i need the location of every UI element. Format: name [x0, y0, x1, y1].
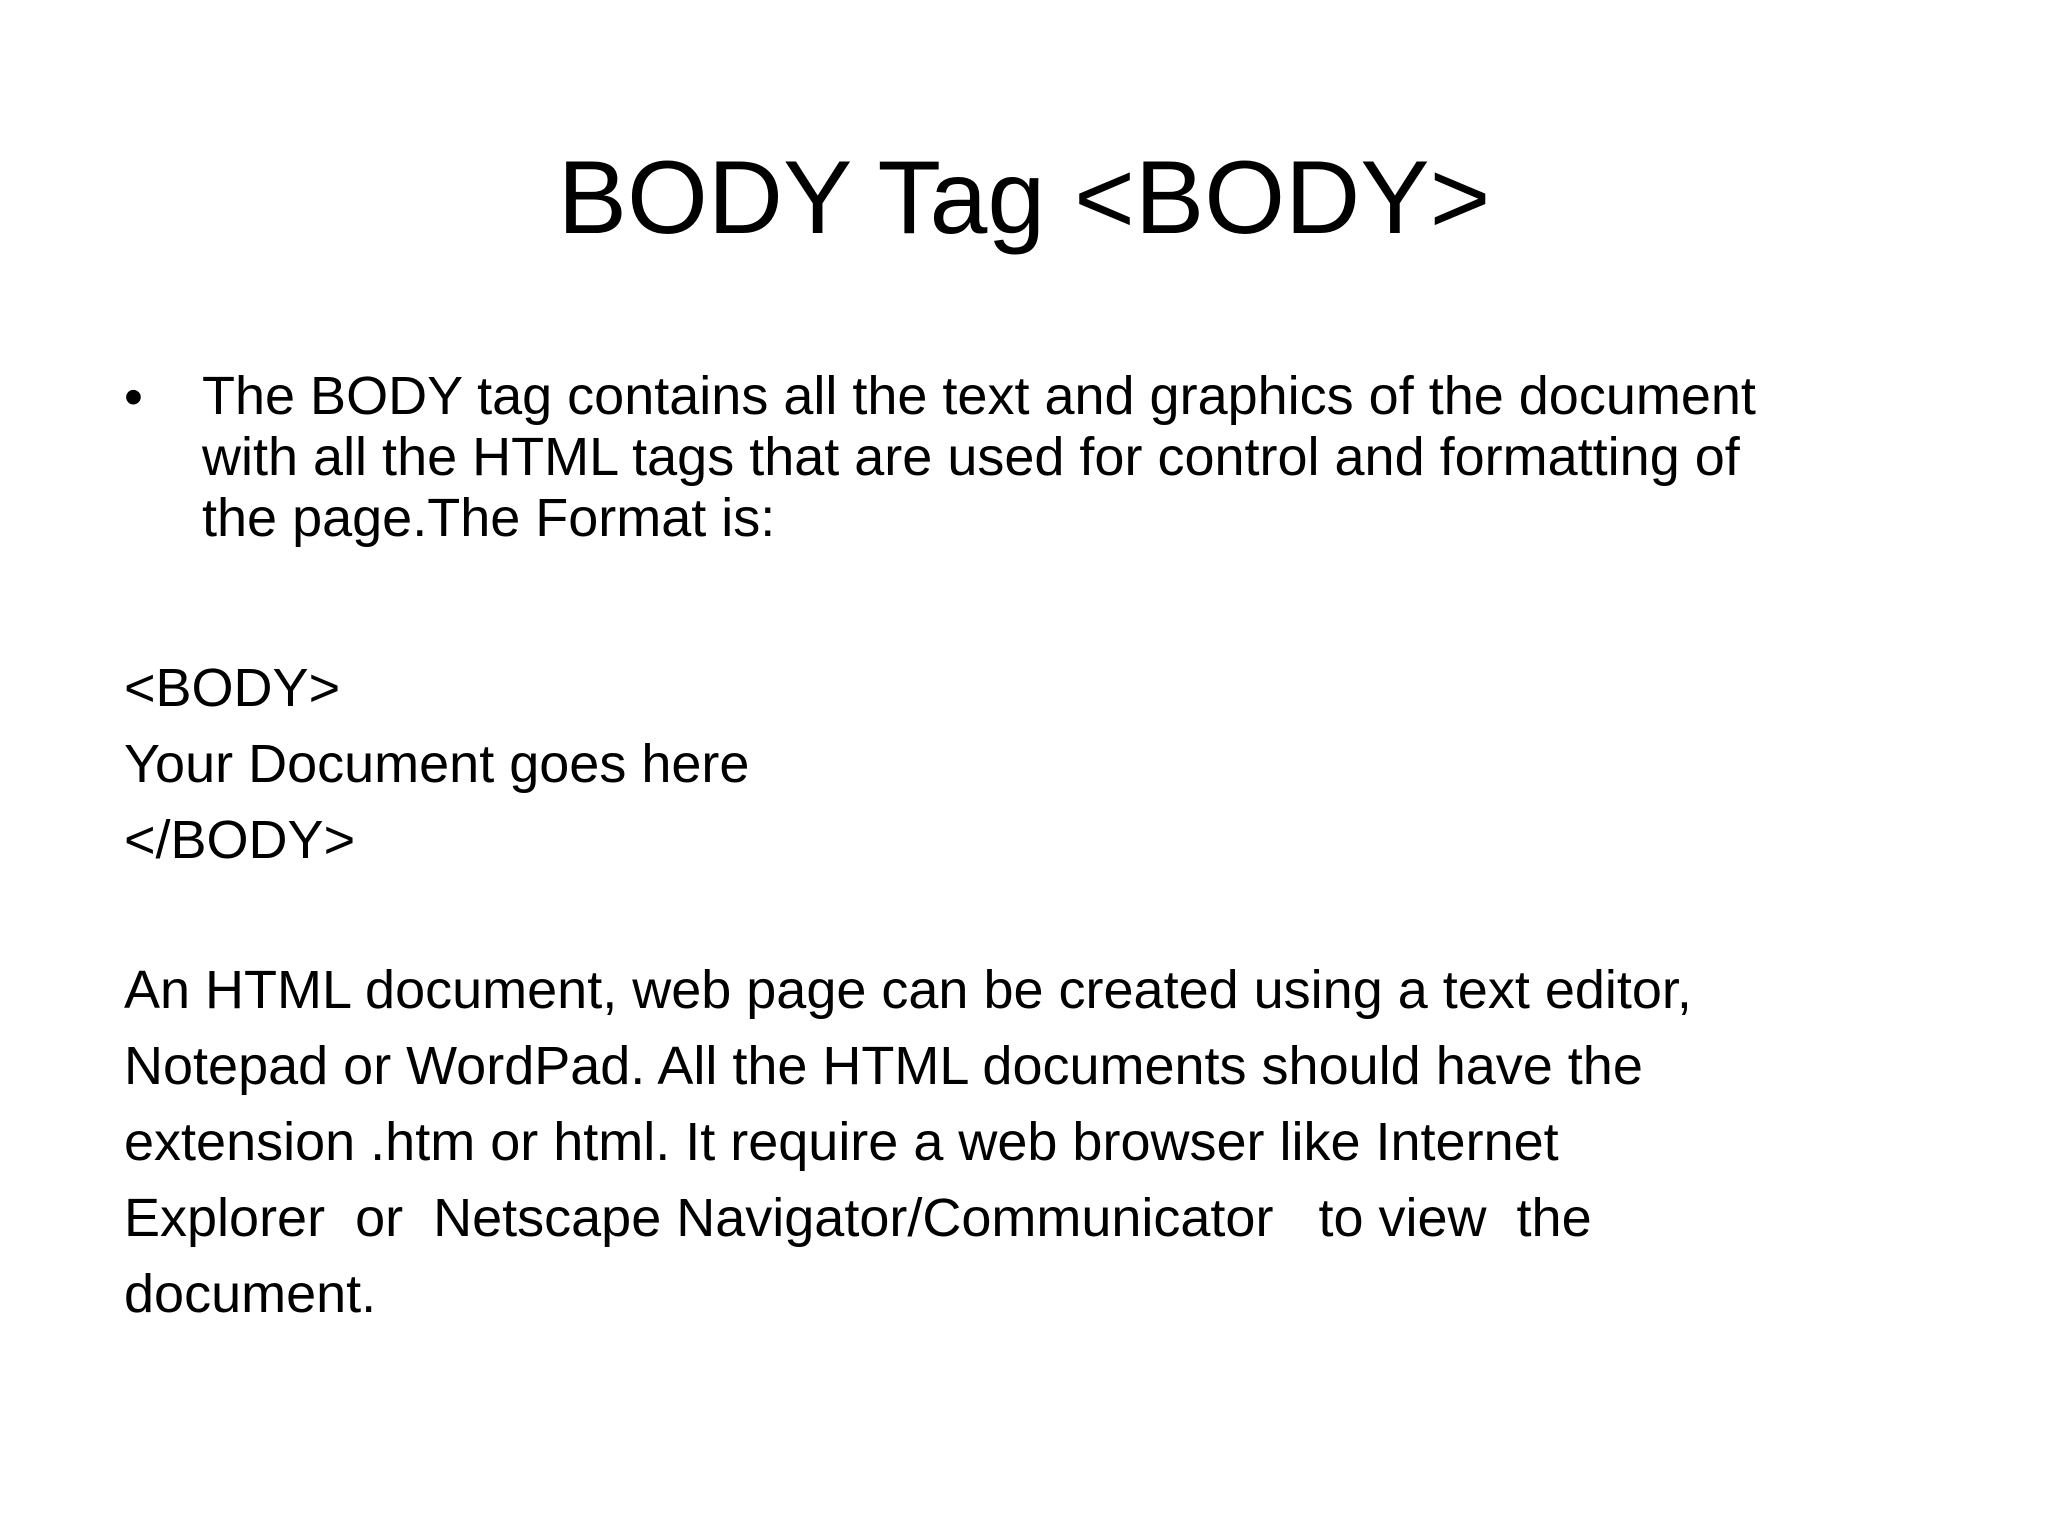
- bullet-text: [202, 366, 2022, 549]
- description-paragraph: [124, 952, 1692, 1332]
- paragraph-line: document.: [124, 1264, 377, 1324]
- paragraph-line: extension .htm or html. It require a web browser like Internet: [124, 1112, 1559, 1172]
- bullet-icon: •: [124, 367, 143, 427]
- code-line: Your Document goes here: [124, 734, 750, 794]
- bullet-line: with all the HTML tags that are used for control and formatting of: [202, 427, 1740, 487]
- slide-title: BODY Tag <BODY>: [557, 140, 1491, 256]
- bullet-line: The BODY tag contains all the text and graphics of the document: [202, 366, 1756, 426]
- paragraph-line: An HTML document, web page can be created using a text editor,: [124, 960, 1692, 1020]
- code-line: <BODY>: [124, 658, 341, 718]
- body-format-example: [124, 650, 749, 878]
- bullet-line: the page.The Format is:: [202, 488, 776, 548]
- paragraph-line: Explorer or Netscape Navigator/Communicator to view the: [124, 1188, 1592, 1248]
- paragraph-line: Notepad or WordPad. All the HTML documents should have the: [124, 1036, 1643, 1096]
- code-line: </BODY>: [124, 810, 356, 870]
